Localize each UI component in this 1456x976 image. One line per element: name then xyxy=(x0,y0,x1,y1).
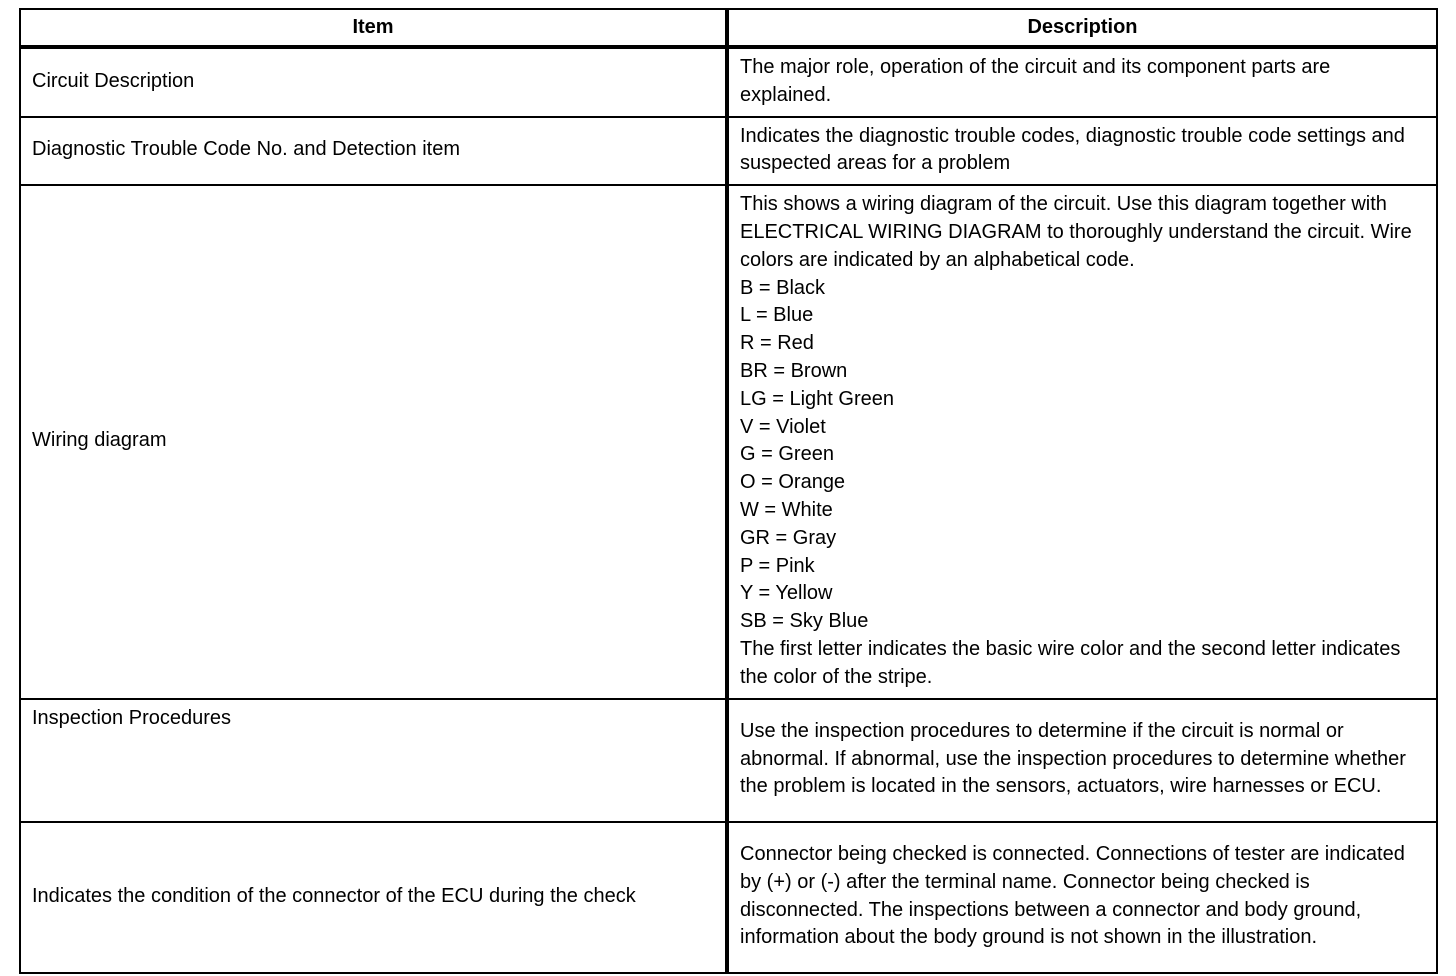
description-cell xyxy=(727,117,1437,186)
item-text: Circuit Description xyxy=(32,69,195,92)
wire-color-code: Y = Yellow xyxy=(740,582,833,605)
item-text: Wiring diagram xyxy=(32,429,167,452)
description-text: Indicates the diagnostic trouble codes, diagnostic trouble code settings and suspected areas for a problem xyxy=(740,124,1405,175)
wire-color-code: L = Blue xyxy=(740,304,814,327)
description-cell xyxy=(727,47,1437,117)
wire-color-code: B = Black xyxy=(740,276,826,299)
item-text: Inspection Procedures xyxy=(32,706,232,729)
item-cell xyxy=(20,47,727,117)
description-cell xyxy=(727,822,1437,973)
wire-color-code: P = Pink xyxy=(740,554,815,577)
description-cell xyxy=(727,699,1437,822)
wire-color-code: W = White xyxy=(740,498,833,521)
table-row xyxy=(20,185,1437,698)
wire-color-code: SB = Sky Blue xyxy=(740,610,869,633)
wire-color-code: LG = Light Green xyxy=(740,387,894,410)
table-row xyxy=(20,699,1437,822)
table-header-row xyxy=(20,9,1437,47)
wire-color-code: G = Green xyxy=(740,443,834,466)
description-text: Use the inspection procedures to determine if the circuit is normal or abnormal. If abnormal, use the inspection procedures to determine whether the problem is located in the sensors, actuators, wire harnesses or ECU. xyxy=(740,719,1406,798)
description-cell xyxy=(727,185,1437,698)
description-text: This shows a wiring diagram of the circuit. Use this diagram together with ELECTRICAL WIRING DIAGRAM to thoroughly understand the circuit. Wire colors are indicated by an alphabetical code. xyxy=(740,193,1412,271)
description-text: Connector being checked is connected. Connections of tester are indicated by (+) or (-) after the terminal name. Connector being checked is disconnected. The inspections between a connector and body ground, information about the body ground is not shown in the illustration. xyxy=(740,842,1405,949)
header-item: Item xyxy=(20,9,727,47)
item-description-table xyxy=(19,8,1438,974)
item-cell xyxy=(20,185,727,698)
table-row xyxy=(20,822,1437,973)
wire-color-code: O = Orange xyxy=(740,471,846,494)
item-text: Indicates the condition of the connector of the ECU during the check xyxy=(32,884,636,907)
wire-color-code: R = Red xyxy=(740,332,814,355)
header-description: Description xyxy=(727,9,1437,47)
description-text: The major role, operation of the circuit and its component parts are explained. xyxy=(740,56,1331,106)
wire-color-code: GR = Gray xyxy=(740,526,837,549)
item-text: Diagnostic Trouble Code No. and Detection item xyxy=(32,138,461,161)
table-row xyxy=(20,47,1437,117)
table-row xyxy=(20,117,1437,186)
item-cell xyxy=(20,822,727,973)
wire-color-code: V = Violet xyxy=(740,415,826,438)
description-text: The first letter indicates the basic wire color and the second letter indicates the color of the stripe. xyxy=(740,637,1401,688)
item-cell xyxy=(20,117,727,186)
wire-color-code: BR = Brown xyxy=(740,359,848,382)
item-cell xyxy=(20,699,727,822)
